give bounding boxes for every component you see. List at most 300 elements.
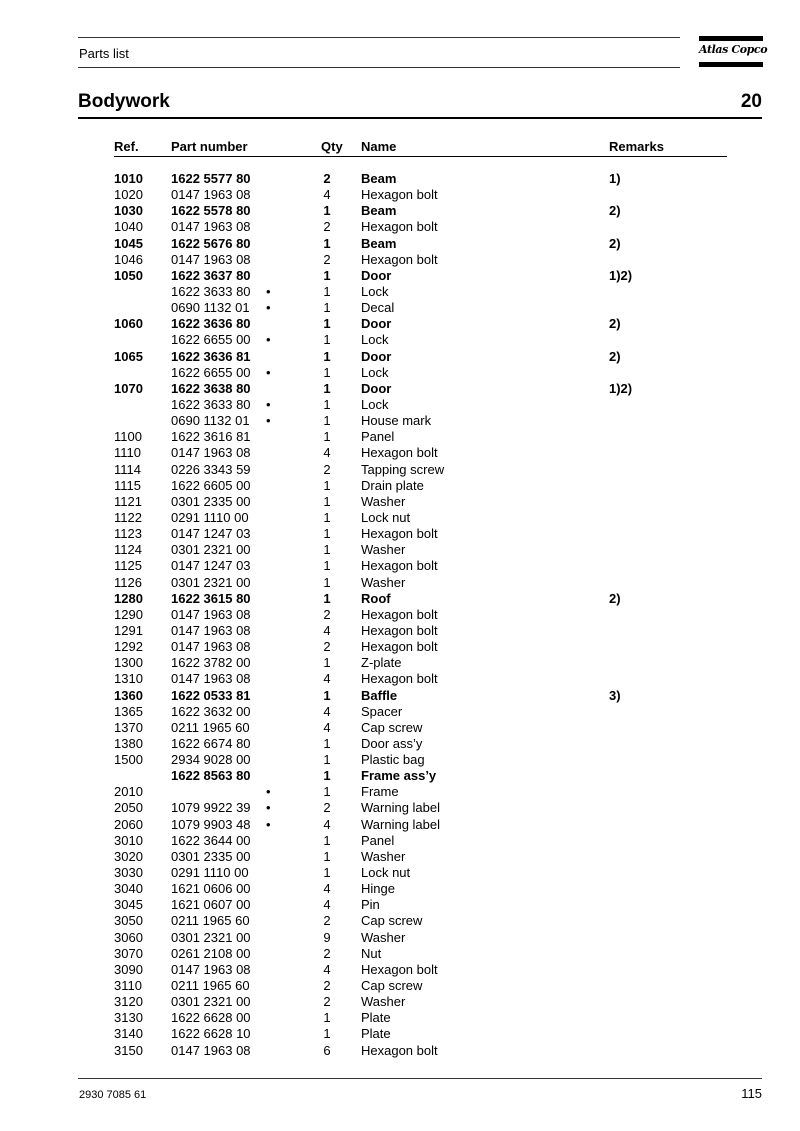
name-cell: Roof (361, 590, 391, 606)
ref-cell: 3060 (114, 929, 143, 945)
qty-cell: 1 (323, 396, 331, 412)
qty-cell: 2 (323, 251, 331, 267)
part-number-cell: 1622 0533 81 (171, 687, 251, 703)
section-rule (78, 117, 762, 119)
col-header-name: Name (361, 139, 397, 154)
bullet-marker: • (266, 396, 271, 412)
name-cell: Beam (361, 171, 397, 186)
ref-cell: 1290 (114, 606, 143, 622)
name-cell: Hexagon bolt (361, 558, 438, 574)
qty-cell: 6 (323, 1042, 331, 1058)
remarks-cell: 1)2) (609, 267, 633, 283)
table-row (0, 575, 800, 591)
qty-cell: 4 (323, 187, 331, 203)
qty-cell: 1 (323, 574, 331, 590)
qty-cell: 1 (323, 768, 331, 784)
table-row (0, 445, 800, 461)
qty-cell: 4 (323, 719, 331, 735)
name-cell: Drain plate (361, 477, 424, 493)
part-number-cell: 1622 6655 00 (171, 332, 251, 348)
qty-cell: 2 (323, 945, 331, 961)
qty-cell: 1 (323, 735, 331, 751)
ref-cell: 1030 (114, 203, 143, 219)
ref-cell: 1370 (114, 719, 143, 735)
bullet-marker: • (266, 413, 271, 429)
table-row (0, 881, 800, 897)
qty-cell: 2 (323, 800, 331, 816)
table-row (0, 752, 800, 768)
part-number-cell: 0291 1110 00 (171, 865, 249, 881)
qty-cell: 2 (323, 913, 331, 929)
name-cell: Frame (361, 784, 399, 800)
name-cell: Hexagon bolt (361, 622, 438, 638)
qty-cell: 1 (323, 477, 331, 493)
table-row (0, 930, 800, 946)
qty-cell: 1 (323, 413, 331, 429)
logo-bottom-bar (699, 62, 763, 67)
part-number-cell: 1622 3633 80 (171, 283, 251, 299)
qty-cell: 1 (323, 380, 331, 396)
name-cell: Door (361, 267, 392, 283)
bullet-marker: • (266, 332, 271, 348)
name-cell: Lock (361, 364, 389, 380)
part-number-cell: 0147 1247 03 (171, 526, 251, 542)
qty-cell: 2 (323, 639, 331, 655)
section-title: Bodywork (78, 91, 170, 112)
table-row (0, 591, 800, 607)
name-cell: House mark (361, 413, 432, 429)
table-row (0, 817, 800, 833)
part-number-cell: 1622 3637 80 (171, 267, 251, 283)
part-number-cell: 0147 1963 08 (171, 606, 251, 622)
table-row (0, 865, 800, 881)
name-cell: Hexagon bolt (361, 445, 438, 461)
name-cell: Beam (361, 203, 397, 219)
name-cell: Tapping screw (361, 461, 445, 477)
table-row (0, 671, 800, 687)
table-row (0, 316, 800, 332)
table-row (0, 252, 800, 268)
part-number-cell: 1622 3782 00 (171, 655, 251, 671)
atlas-copco-logo (699, 36, 768, 67)
part-number-cell: 1622 3636 80 (171, 316, 251, 332)
name-cell: Hexagon bolt (361, 671, 438, 687)
ref-cell: 1040 (114, 219, 143, 235)
qty-cell: 1 (323, 429, 331, 445)
qty-cell: 4 (323, 881, 331, 897)
table-row (0, 268, 800, 284)
qty-cell: 2 (323, 461, 331, 477)
part-number-cell: 1622 5578 80 (171, 203, 251, 219)
part-number-cell: 0301 2321 00 (171, 574, 251, 590)
qty-cell: 1 (323, 542, 331, 558)
name-cell: Decal (361, 300, 395, 316)
ref-cell: 1100 (114, 429, 142, 445)
part-number-cell: 1622 3633 80 (171, 396, 251, 412)
table-row (0, 284, 800, 300)
qty-cell: 1 (323, 1010, 331, 1026)
qty-cell: 4 (323, 897, 331, 913)
part-number-cell: 0147 1963 08 (171, 187, 251, 203)
table-row (0, 607, 800, 623)
remarks-cell: 1) (609, 171, 621, 186)
name-cell: Hexagon bolt (361, 1042, 438, 1058)
qty-cell: 1 (323, 590, 331, 606)
table-row (0, 558, 800, 574)
name-cell: Cap screw (361, 913, 423, 929)
footer-rule (78, 1078, 762, 1079)
table-row (0, 720, 800, 736)
name-cell: Warning label (361, 816, 441, 832)
header-label: Parts list (79, 46, 129, 61)
part-number-cell: 1622 5676 80 (171, 235, 251, 251)
part-number-cell: 0291 1110 00 (171, 509, 249, 525)
footer-page-number: 115 (741, 1086, 762, 1101)
part-number-cell: 0147 1963 08 (171, 622, 251, 638)
bullet-marker: • (266, 283, 271, 299)
bullet-marker: • (266, 816, 271, 832)
name-cell: Washer (361, 994, 406, 1010)
name-cell: Lock nut (361, 509, 411, 525)
part-number-cell: 1622 6628 10 (171, 1026, 251, 1042)
part-number-cell: 1622 6605 00 (171, 477, 251, 493)
name-cell: Lock (361, 396, 389, 412)
qty-cell: 1 (323, 493, 331, 509)
part-number-cell: 0211 1965 60 (171, 913, 250, 929)
name-cell: Plate (361, 1010, 391, 1026)
name-cell: Hexagon bolt (361, 251, 438, 267)
part-number-cell: 1079 9922 39 (171, 800, 251, 816)
ref-cell: 1125 (114, 558, 142, 574)
ref-cell: 2050 (114, 800, 143, 816)
qty-cell: 1 (323, 848, 331, 864)
name-cell: Warning label (361, 800, 441, 816)
qty-cell: 4 (323, 703, 331, 719)
ref-cell: 3140 (114, 1026, 143, 1042)
name-cell: Beam (361, 235, 397, 251)
name-cell: Lock nut (361, 865, 411, 881)
bullet-marker: • (266, 800, 271, 816)
ref-cell: 1310 (114, 671, 143, 687)
ref-cell: 1292 (114, 639, 143, 655)
name-cell: Cap screw (361, 719, 423, 735)
part-number-cell: 0211 1965 60 (171, 719, 250, 735)
header-bottom-rule (78, 67, 680, 68)
table-row (0, 462, 800, 478)
table-row (0, 429, 800, 445)
qty-cell: 9 (323, 929, 331, 945)
qty-cell: 1 (323, 655, 331, 671)
table-row (0, 1026, 800, 1042)
qty-cell: 1 (323, 865, 331, 881)
ref-cell: 3020 (114, 848, 143, 864)
name-cell: Hexagon bolt (361, 219, 438, 235)
qty-cell: 2 (323, 171, 331, 186)
part-number-cell: 0211 1965 60 (171, 978, 250, 994)
name-cell: Hexagon bolt (361, 606, 438, 622)
part-number-cell: 2934 9028 00 (171, 752, 251, 768)
col-header-ref: Ref. (114, 139, 139, 154)
table-row (0, 236, 800, 252)
table-row (0, 219, 800, 235)
table-row (0, 332, 800, 348)
name-cell: Nut (361, 945, 382, 961)
table-row (0, 897, 800, 913)
ref-cell: 3010 (114, 832, 143, 848)
qty-cell: 1 (323, 784, 331, 800)
remarks-cell: 1)2) (609, 380, 633, 396)
bullet-marker: • (266, 784, 271, 800)
remarks-cell: 2) (609, 235, 621, 251)
table-row (0, 962, 800, 978)
table-row (0, 187, 800, 203)
ref-cell: 1046 (114, 251, 143, 267)
qty-cell: 1 (323, 509, 331, 525)
name-cell: Washer (361, 542, 406, 558)
part-number-cell: 1621 0607 00 (171, 897, 251, 913)
name-cell: Hexagon bolt (361, 639, 438, 655)
table-row (0, 526, 800, 542)
part-number-cell: 1622 3638 80 (171, 380, 251, 396)
name-cell: Plate (361, 1026, 391, 1042)
ref-cell: 1122 (114, 509, 142, 525)
part-number-cell: 1622 8563 80 (171, 768, 251, 784)
remarks-cell: 2) (609, 348, 621, 364)
table-row (0, 994, 800, 1010)
qty-cell: 1 (323, 526, 331, 542)
column-header-rule (114, 156, 727, 157)
qty-cell: 2 (323, 978, 331, 994)
part-number-cell: 1621 0606 00 (171, 881, 251, 897)
remarks-cell: 3) (609, 687, 621, 703)
ref-cell: 2060 (114, 816, 143, 832)
part-number-cell: 1622 6674 80 (171, 735, 251, 751)
qty-cell: 1 (323, 348, 331, 364)
part-number-cell: 0690 1132 01 (171, 413, 250, 429)
parts-table (0, 171, 800, 1059)
table-row (0, 946, 800, 962)
name-cell: Washer (361, 929, 406, 945)
ref-cell: 1360 (114, 687, 143, 703)
ref-cell: 1045 (114, 235, 143, 251)
name-cell: Hexagon bolt (361, 187, 438, 203)
qty-cell: 2 (323, 606, 331, 622)
name-cell: Hinge (361, 881, 395, 897)
table-row (0, 833, 800, 849)
remarks-cell: 2) (609, 203, 621, 219)
name-cell: Washer (361, 493, 406, 509)
ref-cell: 1114 (114, 461, 141, 477)
ref-cell: 3150 (114, 1042, 143, 1058)
ref-cell: 1115 (114, 477, 141, 493)
part-number-cell: 1622 3636 81 (171, 348, 251, 364)
part-number-cell: 0261 2108 00 (171, 945, 251, 961)
qty-cell: 4 (323, 622, 331, 638)
qty-cell: 2 (323, 994, 331, 1010)
ref-cell: 1123 (114, 526, 142, 542)
name-cell: Cap screw (361, 978, 423, 994)
remarks-cell: 2) (609, 590, 621, 606)
ref-cell: 3045 (114, 897, 143, 913)
table-row (0, 800, 800, 816)
ref-cell: 3110 (114, 978, 142, 994)
qty-cell: 4 (323, 816, 331, 832)
col-header-qty: Qty (321, 139, 343, 154)
ref-cell: 1010 (114, 171, 143, 186)
name-cell: Panel (361, 832, 395, 848)
part-number-cell: 1622 3616 81 (171, 429, 251, 445)
table-row (0, 381, 800, 397)
part-number-cell: 1622 3644 00 (171, 832, 251, 848)
ref-cell: 3120 (114, 994, 143, 1010)
ref-cell: 1060 (114, 316, 143, 332)
qty-cell: 1 (323, 832, 331, 848)
ref-cell: 3090 (114, 961, 143, 977)
part-number-cell: 0301 2321 00 (171, 994, 251, 1010)
ref-cell: 1050 (114, 267, 143, 283)
table-row (0, 413, 800, 429)
table-row (0, 688, 800, 704)
qty-cell: 1 (323, 332, 331, 348)
table-row (0, 542, 800, 558)
part-number-cell: 0301 2335 00 (171, 493, 251, 509)
ref-cell: 1291 (114, 622, 143, 638)
table-row (0, 913, 800, 929)
remarks-cell: 2) (609, 316, 621, 332)
logo-top-bar (699, 36, 763, 41)
qty-cell: 1 (323, 687, 331, 703)
table-row (0, 494, 800, 510)
ref-cell: 1020 (114, 187, 143, 203)
name-cell: Lock (361, 283, 389, 299)
ref-cell: 1280 (114, 590, 143, 606)
name-cell: Frame ass’y (361, 768, 437, 784)
name-cell: Washer (361, 848, 406, 864)
ref-cell: 1365 (114, 703, 143, 719)
table-row (0, 510, 800, 526)
name-cell: Hexagon bolt (361, 526, 438, 542)
ref-cell: 3040 (114, 881, 143, 897)
footer-doc-number: 2930 7085 61 (79, 1089, 147, 1101)
ref-cell: 3030 (114, 865, 143, 881)
name-cell: Panel (361, 429, 395, 445)
name-cell: Pin (361, 897, 380, 913)
table-row (0, 978, 800, 994)
qty-cell: 2 (323, 219, 331, 235)
part-number-cell: 1622 3615 80 (171, 590, 251, 606)
table-row (0, 171, 800, 187)
part-number-cell: 0226 3343 59 (171, 461, 251, 477)
name-cell: Hexagon bolt (361, 961, 438, 977)
part-number-cell: 0147 1247 03 (171, 558, 251, 574)
qty-cell: 1 (323, 1026, 331, 1042)
qty-cell: 1 (323, 752, 331, 768)
ref-cell: 3130 (114, 1010, 143, 1026)
ref-cell: 1110 (114, 445, 141, 461)
name-cell: Z-plate (361, 655, 402, 671)
table-row (0, 478, 800, 494)
table-row (0, 397, 800, 413)
col-header-remarks: Remarks (609, 139, 664, 154)
name-cell: Door ass’y (361, 735, 423, 751)
name-cell: Washer (361, 574, 406, 590)
qty-cell: 4 (323, 445, 331, 461)
qty-cell: 1 (323, 316, 331, 332)
ref-cell: 1500 (114, 752, 143, 768)
name-cell: Baffle (361, 687, 398, 703)
part-number-cell: 0301 2321 00 (171, 542, 251, 558)
qty-cell: 1 (323, 558, 331, 574)
table-row (0, 784, 800, 800)
ref-cell: 1070 (114, 380, 143, 396)
part-number-cell: 0301 2335 00 (171, 848, 251, 864)
name-cell: Door (361, 316, 392, 332)
qty-cell: 4 (323, 671, 331, 687)
part-number-cell: 1079 9903 48 (171, 816, 251, 832)
ref-cell: 2010 (114, 784, 143, 800)
ref-cell: 1380 (114, 735, 143, 751)
name-cell: Plastic bag (361, 752, 425, 768)
name-cell: Spacer (361, 703, 403, 719)
ref-cell: 1065 (114, 348, 143, 364)
name-cell: Door (361, 348, 392, 364)
table-row (0, 1043, 800, 1059)
part-number-cell: 1622 3632 00 (171, 703, 251, 719)
ref-cell: 3050 (114, 913, 143, 929)
ref-cell: 1126 (114, 574, 142, 590)
part-number-cell: 1622 6655 00 (171, 364, 251, 380)
qty-cell: 1 (323, 267, 331, 283)
part-number-cell: 0147 1963 08 (171, 219, 251, 235)
part-number-cell: 0147 1963 08 (171, 639, 251, 655)
bullet-marker: • (266, 300, 271, 316)
table-row (0, 623, 800, 639)
part-number-cell: 0690 1132 01 (171, 300, 250, 316)
part-number-cell: 1622 5577 80 (171, 171, 251, 186)
part-number-cell: 0147 1963 08 (171, 445, 251, 461)
table-row (0, 365, 800, 381)
bullet-marker: • (266, 364, 271, 380)
table-row (0, 639, 800, 655)
name-cell: Door (361, 380, 392, 396)
qty-cell: 1 (323, 283, 331, 299)
qty-cell: 1 (323, 364, 331, 380)
part-number-cell: 0147 1963 08 (171, 1042, 251, 1058)
table-row (0, 736, 800, 752)
qty-cell: 1 (323, 235, 331, 251)
table-row (0, 1010, 800, 1026)
part-number-cell: 0147 1963 08 (171, 671, 251, 687)
logo-text: Atlas Copco (699, 43, 768, 56)
part-number-cell: 1622 6628 00 (171, 1010, 251, 1026)
table-row (0, 849, 800, 865)
qty-cell: 4 (323, 961, 331, 977)
qty-cell: 1 (323, 203, 331, 219)
table-row (0, 768, 800, 784)
part-number-cell: 0147 1963 08 (171, 251, 251, 267)
ref-cell: 1121 (114, 493, 142, 509)
part-number-cell: 0301 2321 00 (171, 929, 251, 945)
ref-cell: 1124 (114, 542, 142, 558)
table-row (0, 203, 800, 219)
qty-cell: 1 (323, 300, 331, 316)
col-header-part-number: Part number (171, 139, 248, 154)
header-top-rule (78, 37, 680, 38)
name-cell: Lock (361, 332, 389, 348)
ref-cell: 1300 (114, 655, 143, 671)
ref-cell: 3070 (114, 945, 143, 961)
table-row (0, 300, 800, 316)
